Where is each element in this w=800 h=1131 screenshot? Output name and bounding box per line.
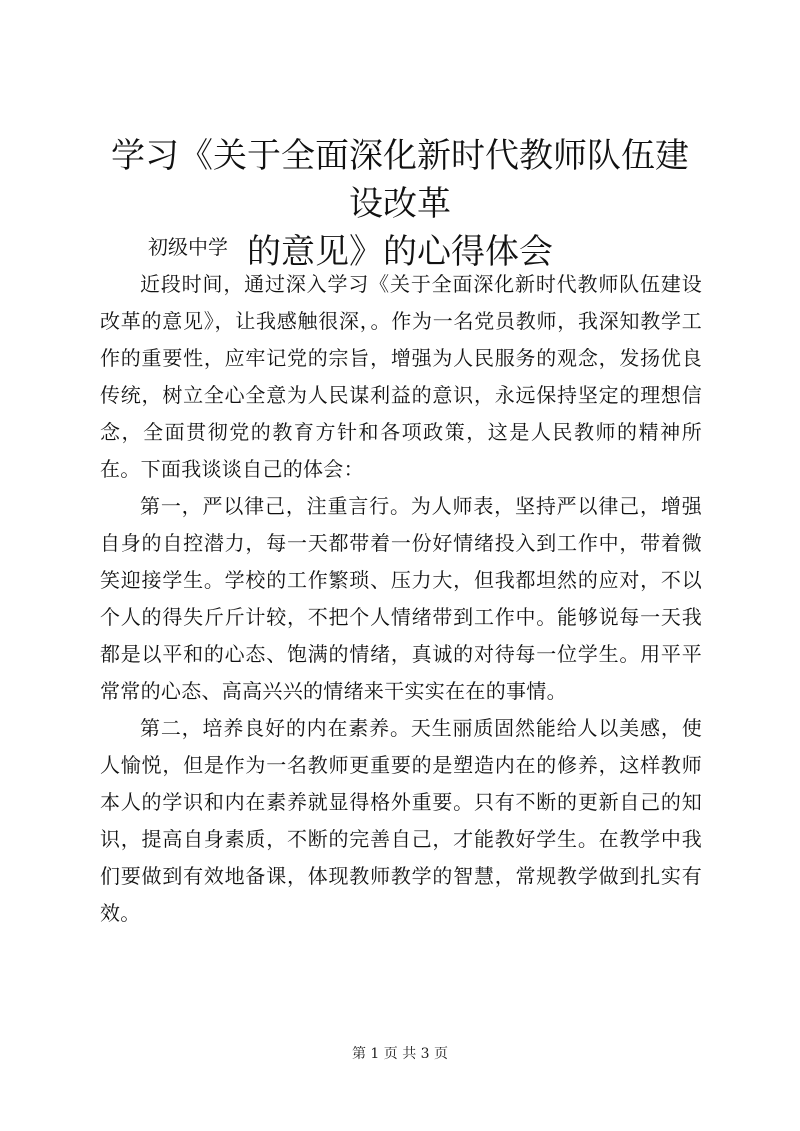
author-affiliation: 初级中学 xyxy=(148,235,228,259)
document-title-line-1: 学习《关于全面深化新时代教师队伍建设改革 xyxy=(111,136,689,224)
page-indicator: 第 1 页 共 3 页 xyxy=(351,1046,449,1062)
document-body xyxy=(100,266,702,932)
paragraph-second-point: 第二，培养良好的内在素养。天生丽质固然能给人以美感，使人愉悦，但是作为一名教师更重要的是塑造内在的修养，这样教师本人的学识和内在素养就显得格外重要。只有不断的更新自己的知识，提高自身素质，不断的完善自己，才能教好学生。在教学中我们要做到有效地备课，体现教师教学的智慧，常规教学做到扎实有效。 xyxy=(100,716,702,925)
paragraph-intro: 近段时间，通过深入学习《关于全面深化新时代教师队伍建设改革的意见》，让我感触很深，。作为一名党员教师，我深知教学工作的重要性，应牢记党的宗旨，增强为人民服务的观念，发扬优良传统，树立全心全意为人民谋利益的意识，永远保持坚定的理想信念，全面贯彻党的教育方针和各项政策，这是人民教师的精神所在。下面我谈谈自己的体会： xyxy=(100,272,702,481)
paragraph-first-point: 第一，严以律己，注重言行。为人师表，坚持严以律己，增强自身的自控潜力，每一天都带着一份好情绪投入到工作中，带着微笑迎接学生。学校的工作繁琐、压力大，但我都坦然的应对，不以个人的得失斤斤计较，不把个人情绪带到工作中。能够说每一天我都是以平和的心态、饱满的情绪，真诚的对待每一位学生。用平平常常的心态、高高兴兴的情绪来干实实在在的事情。 xyxy=(100,494,702,703)
document-title-line-2: 的意见》的心得体会 xyxy=(247,232,553,272)
